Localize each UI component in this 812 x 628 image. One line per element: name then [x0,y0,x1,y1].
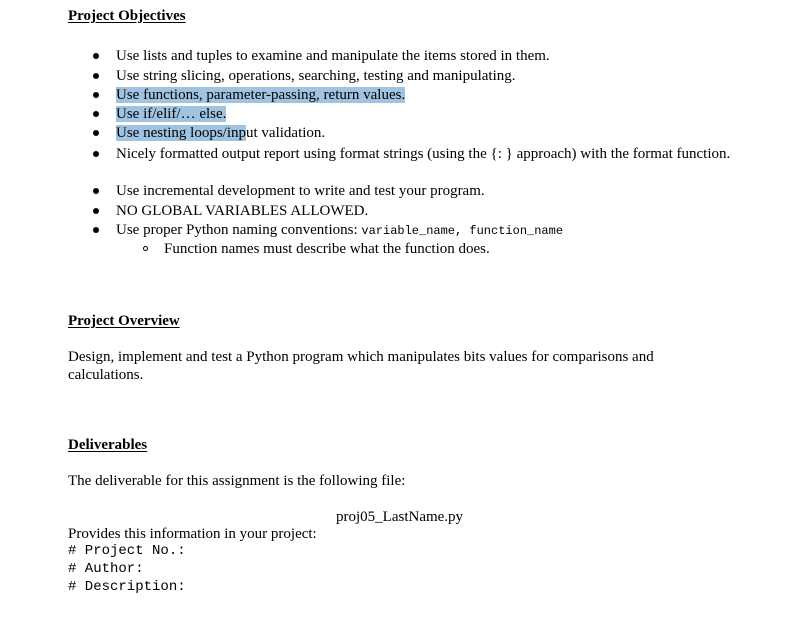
bullet-text: Use lists and tuples to examine and manipulate the items stored in them. [116,48,550,64]
deliverables-heading: Deliverables [68,437,148,453]
highlighted-text: Use nesting loops/inp [116,125,246,141]
code-snippet: variable_name, function_name [361,224,564,238]
bullet-text: Use proper Python naming conventions: [116,222,362,238]
bullet-icon [93,92,99,98]
bullet-text: Use string slicing, operations, searching, testing and manipulating. [116,68,516,84]
overview-text: Design, implement and test a Python program which manipulates bits values for comparisons and calculations. [68,349,654,383]
circle-bullet-icon [143,246,148,251]
bullet-text: Nicely formatted output report using format strings (using the {: } approach) with the format function. [116,146,731,162]
sub-bullet-text: Function names must describe what the function does. [164,241,490,257]
info-label: Provides this information in your project: [68,526,317,542]
bullet-text-rest: ut validation. [246,125,326,141]
bullet-icon [93,188,99,194]
deliverables-intro: The deliverable for this assignment is the following file: [68,473,406,489]
bullet-icon [93,151,99,157]
code-line-author: # Author: [68,561,144,577]
overview-heading: Project Overview [68,313,180,329]
bullet-icon [93,53,99,59]
bullet-icon [93,227,99,233]
bullet-text: NO GLOBAL VARIABLES ALLOWED. [116,203,369,219]
deliverable-filename: proj05_LastName.py [336,509,464,525]
bullet-icon [93,73,99,79]
highlighted-text: Use functions, parameter-passing, return values. [116,87,406,103]
highlighted-text: Use if/elif/… else. [116,106,227,122]
code-line-description: # Description: [68,579,186,595]
bullet-icon [93,130,99,136]
bullet-text: Use incremental development to write and test your program. [116,183,485,199]
bullet-icon [93,208,99,214]
bullet-icon [93,111,99,117]
code-line-project: # Project No.: [68,543,186,559]
objectives-heading: Project Objectives [68,8,186,24]
